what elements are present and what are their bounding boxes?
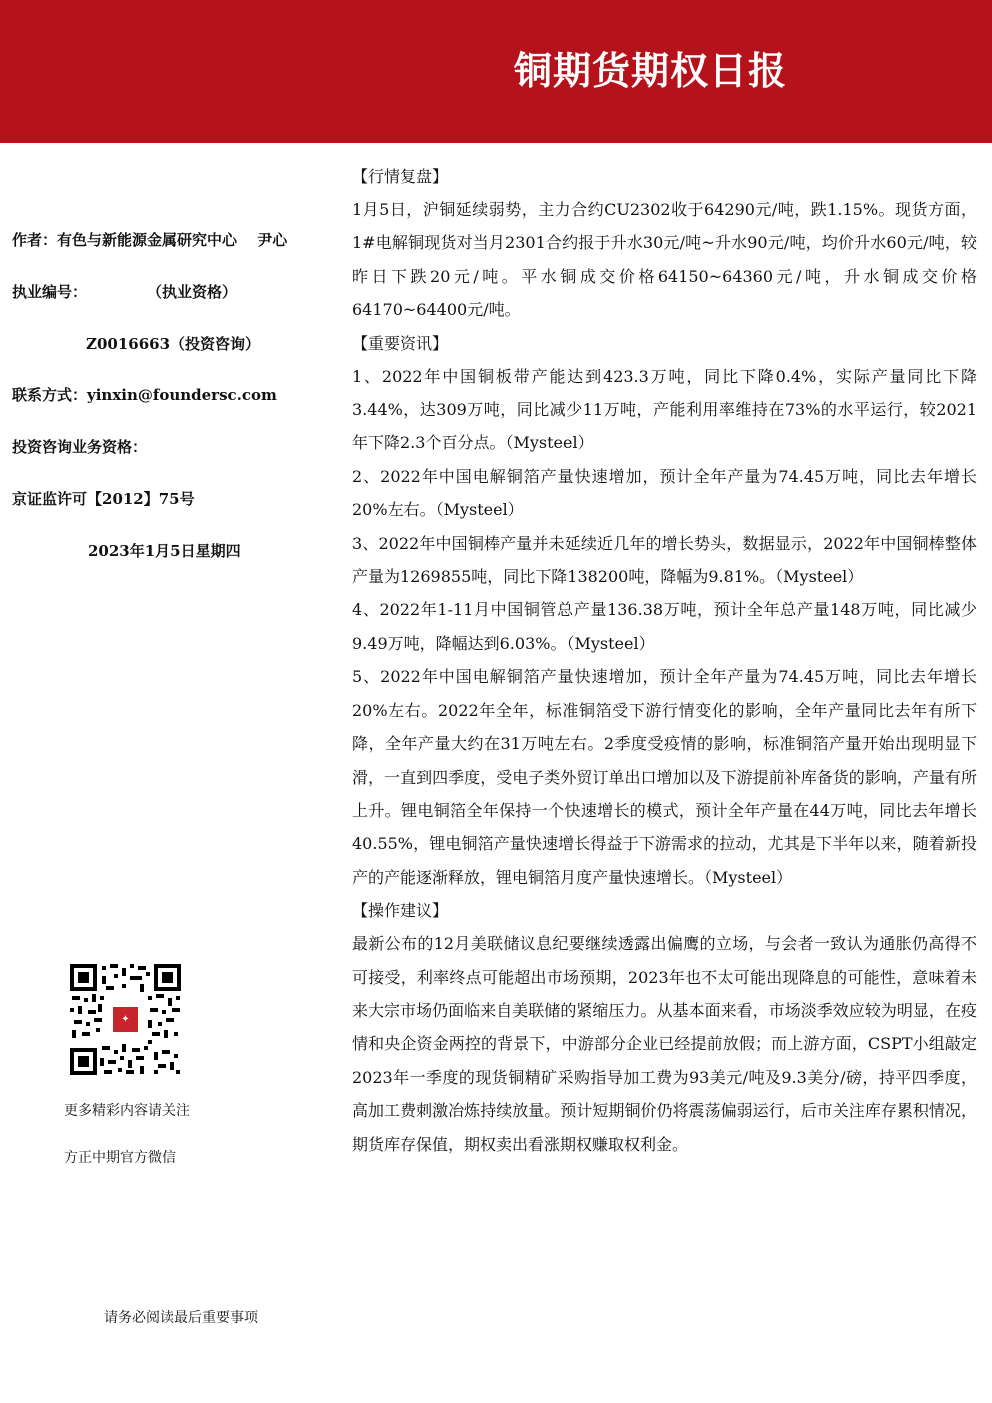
report-date: 2023年1月5日星期四 — [88, 542, 241, 560]
disclaimer-note: 请务必阅读最后重要事项 — [104, 1310, 258, 1326]
wechat-qr-code — [70, 964, 181, 1075]
news-heading: 【重要资讯】 — [352, 333, 449, 353]
info-sidebar — [0, 143, 335, 1403]
report-title: 铜期货期权日报 — [514, 49, 788, 93]
news-item-1: 1、2022年中国铜板带产能达到423.3万吨，同比下降0.4%，实际产量同比下降3.44%，达309万吨，同比减少11万吨，产能利用率维持在73%的水平运行，较2021年下降2.3个百分点。（Mysteel） — [352, 366, 977, 453]
report-body — [352, 160, 977, 1161]
author-line: 作者：有色与新能源金属研究中心 尹心 — [12, 231, 288, 249]
news-item-2: 2、2022年中国电解铜箔产量快速增加，预计全年产量为74.45万吨，同比去年增长20%左右。（Mysteel） — [352, 466, 977, 520]
news-item-4: 4、2022年1-11月中国铜管总产量136.38万吨，预计全年总产量148万吨，同比减少9.49万吨，降幅达到6.03%。（Mysteel） — [352, 600, 977, 653]
contact-line: 联系方式：yinxin@foundersc.com — [12, 386, 277, 404]
news-list — [352, 360, 977, 895]
news-item-3: 3、2022年中国铜棒产量并未延续近几年的增长势头，数据显示，2022年中国铜棒整体产量为1269855吨，同比下降138200吨，降幅为9.81%。（Mysteel） — [352, 533, 977, 587]
qr-caption-follow: 更多精彩内容请关注 — [64, 1103, 190, 1119]
advice-heading: 【操作建议】 — [352, 901, 449, 921]
report-header — [0, 0, 992, 143]
cert-number-line: Z0016663（投资咨询） — [86, 335, 261, 353]
license-line: 京证监许可【2012】75号 — [12, 490, 195, 508]
review-heading: 【行情复盘】 — [352, 167, 449, 186]
qualification-line: 投资咨询业务资格： — [12, 438, 148, 456]
review-paragraph — [352, 193, 977, 327]
news-item-5: 5、2022年中国电解铜箔产量快速增加，预计全年产量为74.45万吨，同比去年增长20%左右。2022年全年，标准铜箔受下游行情变化的影响，全年产量同比去年有所下降，全年产量大约在31万吨左右。2季度受疫情的影响，标准铜箔产量开始出现明显下滑，一直到四季度，受电子类外贸订单出口增加以及下游提前补库备货的影响，产量有所上升。锂电铜箔全年保持一个快速增长的模式，预计全年产量在44万吨，同比去年增长40.55%，锂电铜箔产量快速增长得益于下游需求的拉动，尤其是下半年以来，随着新投产的产能逐渐释放，锂电铜箔月度产量快速增长。（Mysteel） — [352, 667, 977, 887]
qr-caption-wechat: 方正中期官方微信 — [64, 1150, 176, 1166]
cert-label-line: 执业编号： （执业资格） — [12, 283, 238, 301]
advice-text: 最新公布的12月美联储议息纪要继续透露出偏鹰的立场，与会者一致认为通胀仍高得不可接受，利率终点可能超出市场预期，2023年也不太可能出现降息的可能性，意味着未来大宗市场仍面临来自美联储的紧缩压力。从基本面来看，市场淡季效应较为明显，在疫情和央企资金两控的背景下，中游部分企业已经提前放假；而上游方面，CSPT小组敲定2023年一季度的现货铜精矿采购指导加工费为93美元/吨及9.3美分/磅，持平四季度，高加工费刺激冶炼持续放量。预计短期铜价仍将震荡偏弱运行，后市关注库存累积情况，期货库存保值，期权卖出看涨期权赚取权利金。 — [352, 934, 977, 1154]
advice-paragraph — [352, 927, 977, 1161]
review-text: 1月5日，沪铜延续弱势，主力合约CU2302收于64290元/吨，跌1.15%。现货方面，1#电解铜现货对当月2301合约报于升水30元/吨~升水90元/吨，均价升水60元/吨，较昨日下跌20元/吨。平水铜成交价格64150~64360元/吨，升水铜成交价格64170~64400元/吨。 — [352, 200, 977, 320]
logo-icon: ✦ — [110, 1004, 141, 1035]
